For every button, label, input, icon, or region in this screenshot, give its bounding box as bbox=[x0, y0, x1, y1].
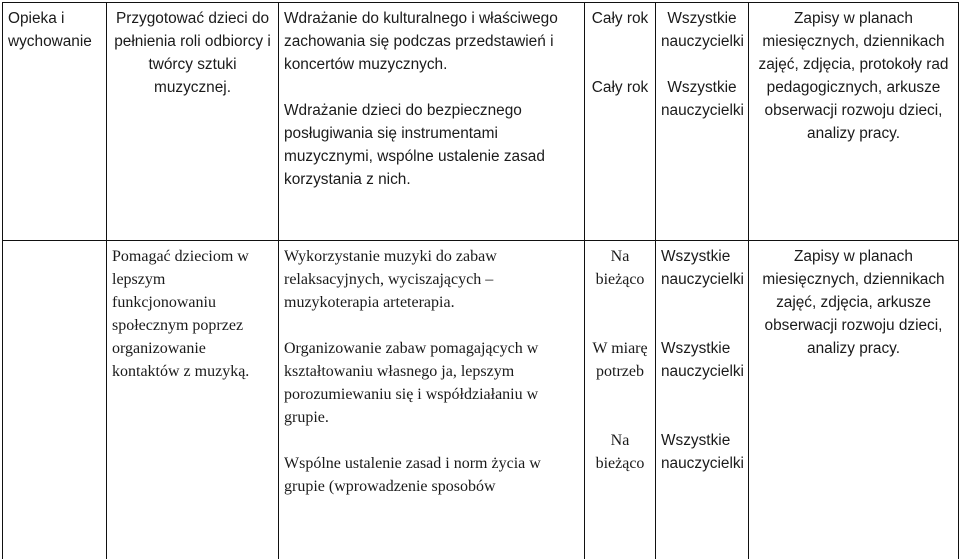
responsible-text: Wszystkie nauczycielki bbox=[661, 248, 744, 288]
responsible-text: Wszystkie nauczycielki bbox=[661, 432, 744, 472]
area-cell bbox=[3, 3, 107, 241]
documentation-text: Zapisy w planach miesięcznych, dziennikach zajęć, zdjęcia, arkusze obserwacji rozwoju dzieci, analizy pracy. bbox=[762, 248, 945, 357]
goal-text: Przygotować dzieci do pełnienia roli odbiorcy i twórcy sztuki muzycznej. bbox=[114, 10, 271, 96]
responsible-text: Wszystkie nauczycielki bbox=[661, 340, 744, 380]
responsible-cell bbox=[656, 3, 749, 241]
documentation-text: Zapisy w planach miesięcznych, dziennikach zajęć, zdjęcia, protokoły rad pedagogicznych, arkusze obserwacji rozwoju dzieci, analizy pracy. bbox=[758, 10, 949, 142]
task-text: Wdrażanie dzieci do bezpiecznego posługiwania się instrumentami muzycznymi, wspólne ustalenie zasad korzystania z nich. bbox=[284, 102, 545, 188]
area-cell bbox=[3, 241, 107, 559]
task-text: Wspólne ustalenie zasad i norm życia w grupie (wprowadzenie sposobów bbox=[284, 455, 541, 495]
responsible-cell bbox=[656, 241, 749, 559]
responsible-text: Wszystkie nauczycielki bbox=[661, 79, 744, 119]
task-text: Wdrażanie do kulturalnego i właściwego zachowania się podczas przedstawień i koncertów muzycznych. bbox=[284, 10, 558, 73]
term-text: Na bieżąco bbox=[595, 432, 645, 472]
table-row bbox=[3, 3, 959, 241]
goal-cell bbox=[107, 3, 279, 241]
term-text: Cały rok bbox=[591, 10, 649, 27]
documentation-cell bbox=[749, 3, 959, 241]
task-text: Organizowanie zabaw pomagających w kształtowaniu własnego ja, lepszym porozumiewaniu się i współdziałaniu w grupie. bbox=[284, 340, 539, 426]
term-cell bbox=[585, 241, 656, 559]
plan-table bbox=[2, 2, 959, 559]
area-text: Opieka i wychowanie bbox=[8, 10, 92, 50]
task-text: Wykorzystanie muzyki do zabaw relaksacyjnych, wyciszających – muzykoterapia arteterapia. bbox=[284, 248, 497, 311]
tasks-cell bbox=[279, 3, 585, 241]
goal-cell bbox=[107, 241, 279, 559]
goal-text: Pomagać dzieciom w lepszym funkcjonowaniu społecznym poprzez organizowanie kontaktów z muzyką. bbox=[112, 248, 250, 380]
tasks-cell bbox=[279, 241, 585, 559]
term-text: Cały rok bbox=[591, 79, 649, 96]
responsible-text: Wszystkie nauczycielki bbox=[661, 10, 744, 50]
term-cell bbox=[585, 3, 656, 241]
table-row bbox=[3, 241, 959, 559]
documentation-cell bbox=[749, 241, 959, 559]
term-text: Na bieżąco bbox=[595, 248, 645, 288]
term-text: W miarę potrzeb bbox=[592, 340, 648, 380]
